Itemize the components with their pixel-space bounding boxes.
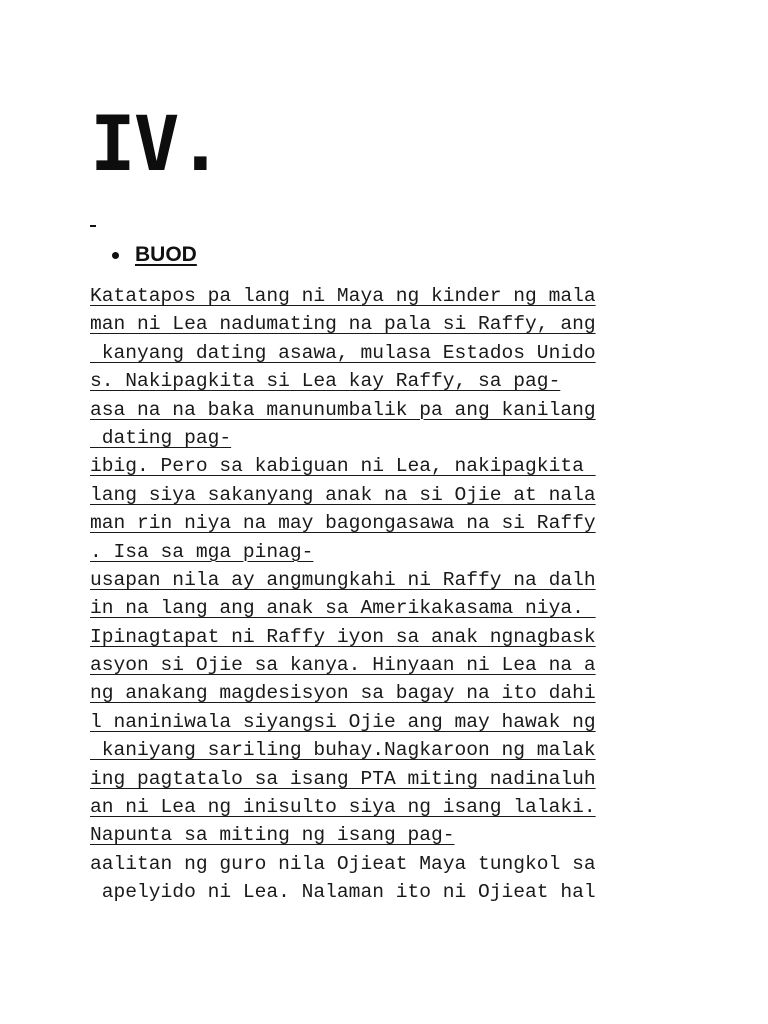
bullet-item xyxy=(112,241,197,269)
text-line: dating pag- xyxy=(90,426,232,449)
text-line: apelyido ni Lea. Nalaman ito ni Ojieat hal xyxy=(90,881,596,904)
text-line: s. Nakipagkita si Lea kay Raffy, sa pag- xyxy=(90,370,561,393)
text-line: Katatapos pa lang ni Maya ng kinder ng mala xyxy=(90,285,596,307)
text-line: man ni Lea nadumating na pala si Raffy, ang xyxy=(90,313,596,336)
text-line: an ni Lea ng inisulto siya ng isang lalaki. xyxy=(90,796,596,819)
bullet-label: BUOD xyxy=(135,243,197,266)
text-line: kanyang dating asawa, mulasa Estados Unido xyxy=(90,341,596,364)
text-line: ibig. Pero sa kabiguan ni Lea, nakipagkita xyxy=(90,455,596,478)
text-line: aalitan ng guro nila Ojieat Maya tungkol sa xyxy=(90,852,596,875)
text-line: lang siya sakanyang anak na si Ojie at nala xyxy=(90,483,596,506)
dash-mark xyxy=(90,225,96,227)
text-line: asa na na baka manunumbalik pa ang kanilang xyxy=(90,398,596,421)
summary-body xyxy=(90,282,690,907)
text-line: man rin niya na may bagongasawa na si Raffy xyxy=(90,512,596,535)
text-line: in na lang ang anak sa Amerikakasama niya. xyxy=(90,597,596,620)
text-line: Ipinagtapat ni Raffy iyon sa anak ngnagbask xyxy=(90,625,596,648)
text-line: Napunta sa miting ng isang pag- xyxy=(90,824,455,847)
text-line: asyon si Ojie sa kanya. Hinyaan ni Lea na a xyxy=(90,654,596,677)
text-line: usapan nila ay angmungkahi ni Raffy na dalh xyxy=(90,568,596,591)
text-line: kaniyang sariling buhay.Nagkaroon ng malak xyxy=(90,739,596,762)
text-line: . Isa sa mga pinag- xyxy=(90,540,314,563)
text-line: ing pagtatalo sa isang PTA miting nadinaluh xyxy=(90,767,596,790)
text-line: l naniniwala siyangsi Ojie ang may hawak ng xyxy=(90,710,596,733)
text-line: ng anakang magdesisyon sa bagay na ito dahi xyxy=(90,682,596,705)
section-heading: IV. xyxy=(90,99,222,188)
bullet-dot-icon xyxy=(112,252,119,259)
